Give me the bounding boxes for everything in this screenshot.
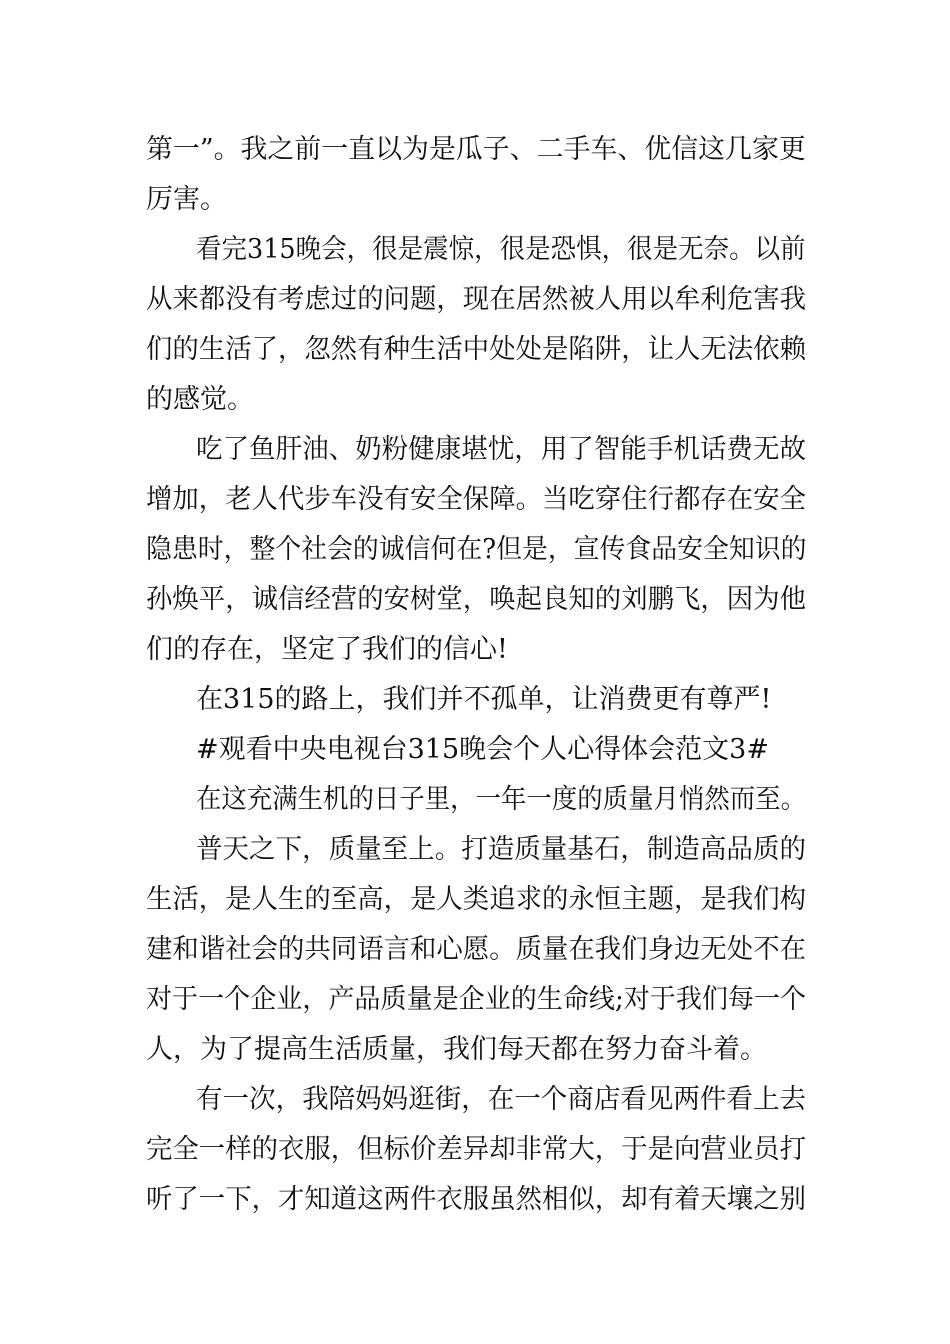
text-line: 隐患时，整个社会的诚信何在?但是，宣传食品安全知识的	[146, 534, 807, 565]
text-line: 完全一样的衣服，但标价差异却非常大，于是向营业员打	[146, 1134, 806, 1165]
text-line: 厉害。	[146, 184, 227, 215]
section-heading: #观看中央电视台315晚会个人心得体会范文3#	[196, 734, 769, 765]
text-line: 们的生活了，忽然有种生活中处处是陷阱，让人无法依赖	[146, 334, 806, 365]
text-line: 建和谐社会的共同语言和心愿。质量在我们身边无处不在	[146, 934, 806, 965]
text-line: 看完315晚会，很是震惊，很是恐惧，很是无奈。以前	[196, 234, 806, 265]
text-line: 有一次，我陪妈妈逛街，在一个商店看见两件看上去	[196, 1084, 806, 1115]
text-line: 第一”。我之前一直以为是瓜子、二手车、优信这几家更	[146, 134, 806, 165]
text-line: 的感觉。	[146, 384, 254, 415]
text-line: 生活，是人生的至高，是人类追求的永恒主题，是我们构	[146, 884, 806, 915]
text-line: 对于一个企业，产品质量是企业的生命线;对于我们每一个	[146, 984, 807, 1015]
text-line: 吃了鱼肝油、奶粉健康堪忧，用了智能手机话费无故	[196, 434, 806, 465]
text-line: 们的存在，坚定了我们的信心!	[146, 634, 508, 665]
text-line: 听了一下，才知道这两件衣服虽然相似，却有着天壤之别	[146, 1184, 806, 1215]
text-line: 在315的路上，我们并不孤单，让消费更有尊严!	[196, 684, 772, 715]
text-line: 人，为了提高生活质量，我们每天都在努力奋斗着。	[146, 1034, 767, 1065]
text-line: 从来都没有考虑过的问题，现在居然被人用以牟利危害我	[146, 284, 806, 315]
text-line: 在这充满生机的日子里，一年一度的质量月悄然而至。	[196, 784, 806, 815]
text-line: 孙焕平，诚信经营的安树堂，唤起良知的刘鹏飞，因为他	[146, 584, 806, 615]
text-line: 增加，老人代步车没有安全保障。当吃穿住行都存在安全	[146, 484, 806, 515]
text-line: 普天之下，质量至上。打造质量基石，制造高品质的	[196, 834, 806, 865]
